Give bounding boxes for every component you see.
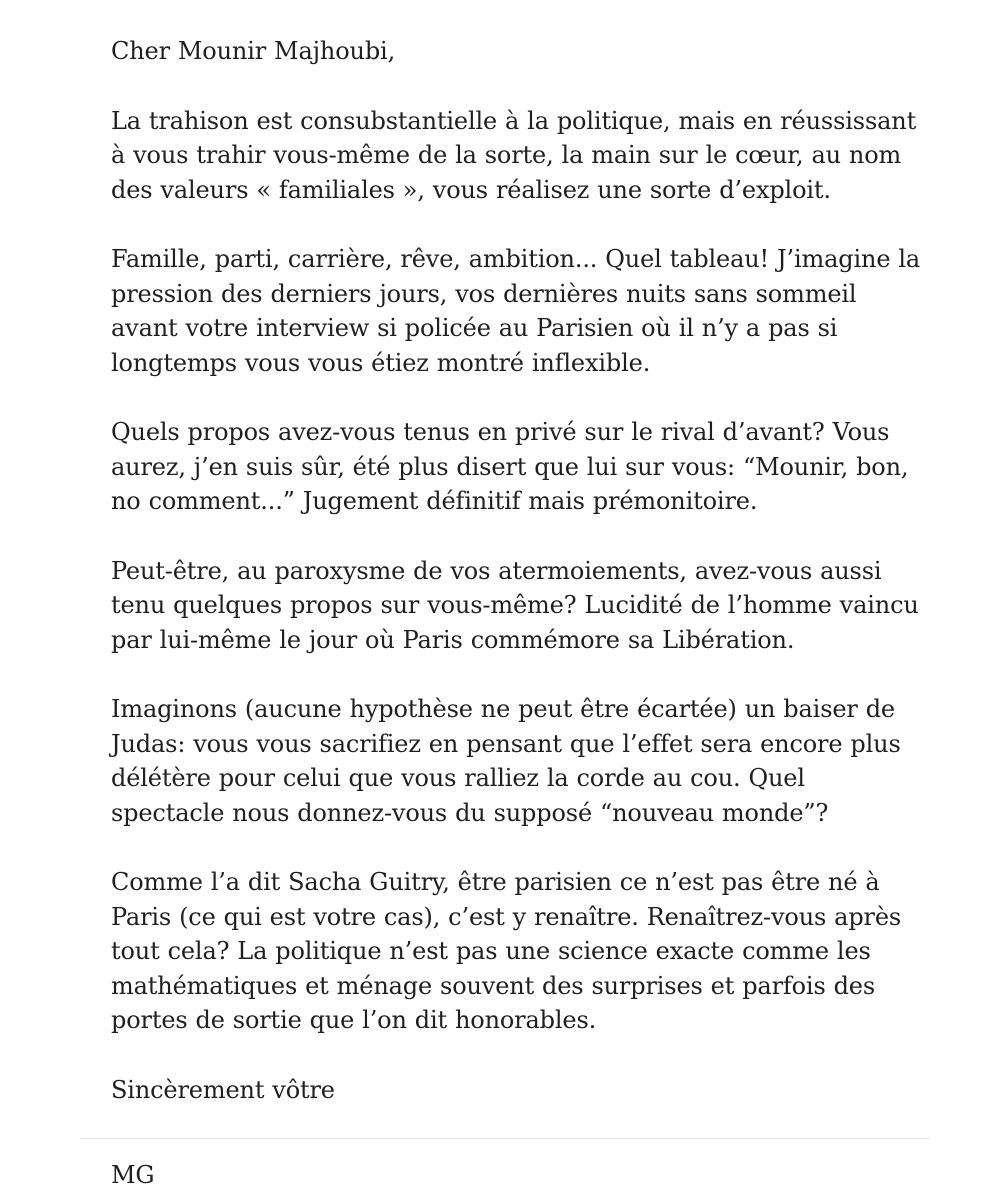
letter-body bbox=[111, 34, 921, 1142]
letter-salutation: Cher Mounir Majhoubi, bbox=[111, 37, 396, 65]
letter-closing: Sincèrement vôtre bbox=[111, 1075, 335, 1104]
letter-paragraph: Imaginons (aucune hypothèse ne peut être écartée) un baiser de Judas: vous vous sacrifiez en pensant que l’effet sera encore plus délétère pour celui que vous ralliez la corde au cou. Quel spectacle nous donnez-vous du supposé “nouveau monde”? bbox=[111, 695, 901, 827]
letter-paragraph: Famille, parti, carrière, rêve, ambition... Quel tableau! J’imagine la pression des derniers jours, vos dernières nuits sans sommeil avant votre interview si policée au Parisien où il n’y a pas si longtemps vous vous étiez montré inflexible. bbox=[111, 245, 921, 377]
letter-paragraph: Peut-être, au paroxysme de vos atermoiements, avez-vous aussi tenu quelques propos sur vous-même? Lucidité de l’homme vaincu par lui-même le jour où Paris commémore sa Libération. bbox=[111, 556, 919, 654]
letter-signature: MG bbox=[111, 1161, 155, 1189]
letter-paragraph: Comme l’a dit Sacha Guitry, être parisien ce n’est pas être né à Paris (ce qui est votre cas), c’est y renaître. Renaîtrez-vous après tout cela? La politique n’est pas une science exacte comme les mathématiques et ménage souvent des surprises et parfois des portes de sortie que l’on dit honorables. bbox=[111, 868, 902, 1034]
letter-paragraph: La trahison est consubstantielle à la politique, mais en réussissant à vous trahir vous-même de la sorte, la main sur le cœur, au nom des valeurs « familiales », vous réalisez une sorte d’exploit. bbox=[111, 106, 917, 204]
signature-divider bbox=[80, 1138, 930, 1139]
letter-paragraph: Quels propos avez-vous tenus en privé sur le rival d’avant? Vous aurez, j’en suis sûr, été plus disert que lui sur vous: “Mounir, bon, no comment...” Jugement définitif mais prémonitoire. bbox=[111, 418, 909, 515]
